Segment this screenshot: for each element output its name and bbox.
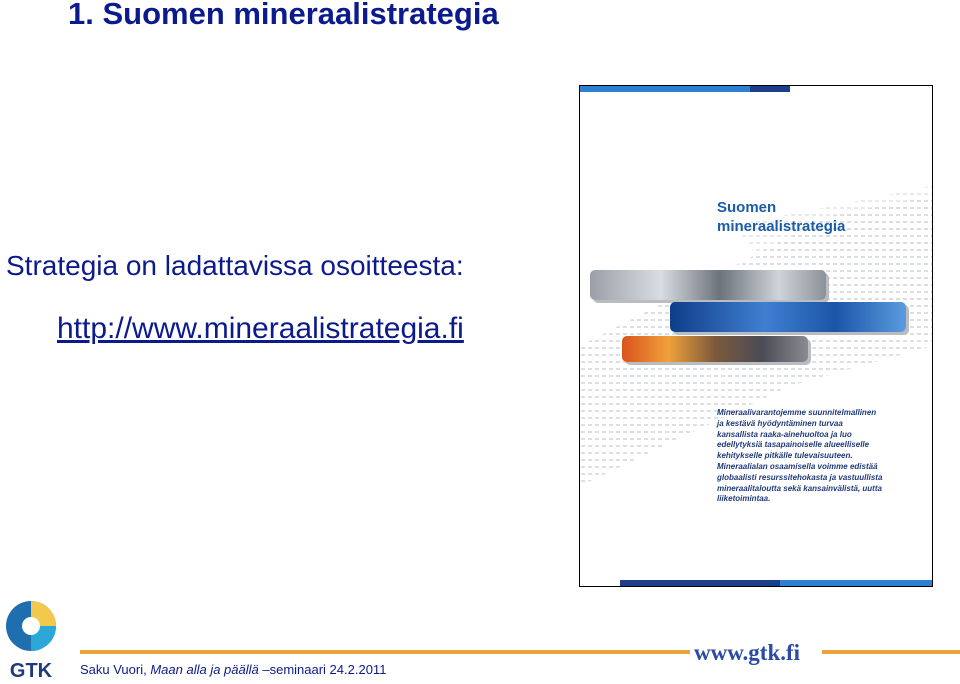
cover-photo-strip-ore [622, 336, 808, 362]
cover-text-line: mineraalitaloutta sekä kansainvälistä, uutta [717, 483, 882, 493]
website-label: www.gtk.fi [694, 640, 801, 665]
cover-text-line: Mineraalivarantojemme suunnitelmallinen [717, 408, 877, 417]
cover-photo-strip-metal [590, 270, 826, 300]
footer-caption [80, 662, 386, 677]
footer-event-date: –seminaari 24.2.2011 [258, 662, 387, 677]
footer-divider-right [822, 650, 960, 654]
footer-divider-left [80, 650, 690, 654]
cover-text-line: liiketoimintaa. [717, 494, 771, 504]
strategy-link[interactable]: http://www.mineraalistrategia.fi [57, 312, 464, 345]
cover-photo-strip-solar [670, 302, 906, 332]
cover-text-line: globaalisti resurssitehokasta ja vastuullista [717, 472, 883, 482]
cover-text-line: Mineraalialan osaamisella voimme edistää [717, 461, 878, 471]
slide-title: 1. Suomen mineraalistrategia [68, 0, 499, 31]
cover-text-line: ja kestävä hyödyntäminen turvaa [717, 418, 843, 428]
cover-title-line1: Suomen [717, 199, 777, 216]
cover-text-line: kehitykselle pitkälle tulevaisuuteen. [717, 451, 853, 461]
strategy-cover-image [579, 85, 933, 587]
footer-event-title: Maan alla ja päällä [150, 662, 259, 677]
gtk-logo-text: GTK [9, 660, 53, 682]
cover-text-line: kansallista raaka-ainehuoltoa ja luo [717, 429, 852, 439]
cover-text-line: edellytyksiä tasapainoiselle alueelliselle [717, 440, 870, 450]
cover-title [717, 198, 845, 236]
cover-title-line2: mineraalistrategia [717, 218, 846, 235]
cover-body-text [717, 408, 917, 505]
gtk-logo-icon [3, 600, 63, 682]
footer-author: Saku Vuori, [80, 662, 151, 677]
subtitle-text: Strategia on ladattavissa osoitteesta: [6, 250, 464, 281]
cover-bottom-bar-light [780, 580, 932, 586]
